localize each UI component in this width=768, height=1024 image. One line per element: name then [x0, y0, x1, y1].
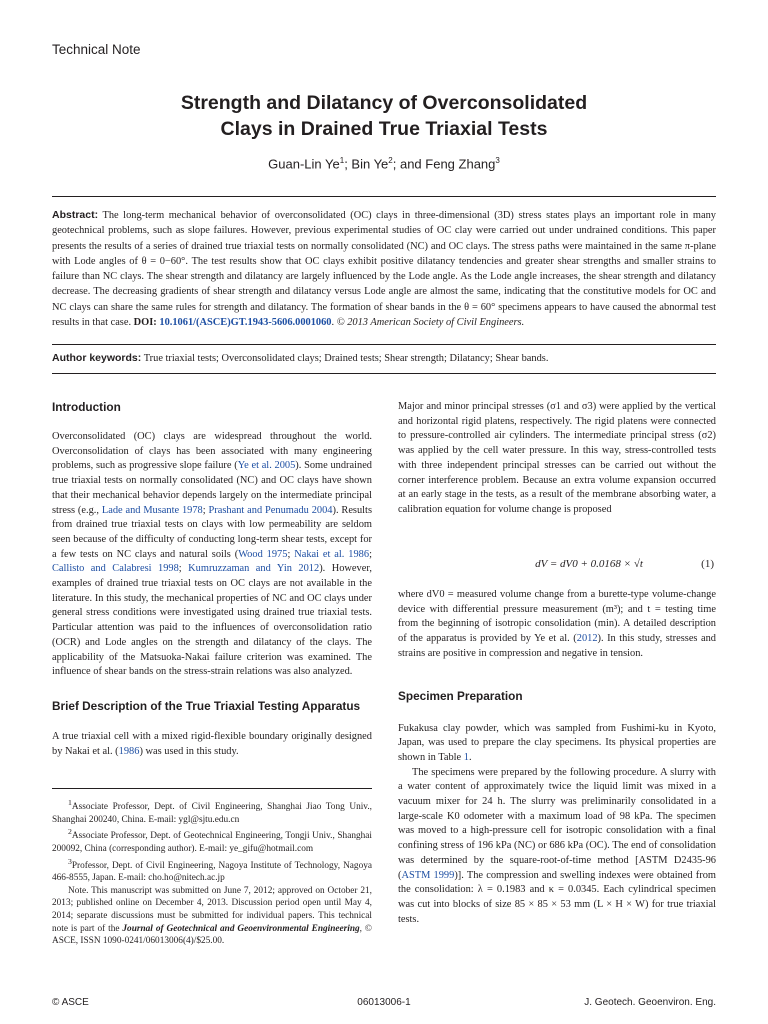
- footnote-2-text: Associate Professor, Dept. of Geotechnical Engineering, Tongji Univ., Shanghai 200092, China (corresponding author). E-mail: ye_gifu@hotmail.com: [52, 831, 372, 854]
- footnote-2: $^2$Associate Professor, Dept. of Geotechnical Engineering, Tongji Univ., Shanghai 200092, China (corresponding author). E-mail: ye_gifu@hotmail.com: [52, 827, 372, 854]
- citation-callisto-1998[interactable]: Callisto and Calabresi 1998: [52, 563, 179, 575]
- author-list: [52, 156, 716, 171]
- author-2: ; Bin Ye: [344, 156, 389, 172]
- left-column: [52, 400, 372, 759]
- manuscript-note: [52, 885, 372, 948]
- author-3: ; and Feng Zhang: [392, 156, 496, 172]
- apparatus-text-1: A true triaxial cell with a mixed rigid-flexible boundary originally designed by Nakai et al. (: [52, 730, 372, 757]
- table-1-link[interactable]: 1: [463, 751, 469, 763]
- specimen-text-1: Fukakusa clay powder, which was sampled from Fushimi-ku in Kyoto, Japan, was used to prepare the clay specimens. Its physical properties are shown in Table: [398, 722, 716, 763]
- citation-nakai-1986-year[interactable]: 1986: [118, 745, 140, 757]
- apparatus-paragraph: [52, 730, 372, 759]
- abstract-top-rule: [52, 196, 716, 197]
- intro-text-8: ). However, examples of drained true triaxial tests on OC clays are not available in the literature. In this study, the mechanical properties of NC and OC clays under general stress conditions were investigated using drained true triaxial tests. Particular attention was paid to the influences of overconsolidation ratio (OCR) and Lode angles on the strength and dilatancy of the clays. The applicability of the Matsuoka-Nakai failure criterion was examined. The influence of shear bands on the stress-strain relations was also analyzed.: [52, 563, 372, 678]
- equation-definitions: [398, 588, 716, 662]
- footer-page-id: 06013006-1: [357, 997, 411, 1008]
- note-end-text: , © ASCE, ISSN 1090-0241/06013006(4)/$25.00.: [52, 923, 372, 947]
- intro-text-7: ;: [178, 563, 189, 575]
- author-2-affil: 2: [388, 156, 393, 165]
- citation-ye-2012[interactable]: 2012: [576, 633, 598, 645]
- footnote-1: $^1$Associate Professor, Dept. of Civil Engineering, Shanghai Jiao Tong Univ., Shanghai 200240, China. E-mail: ygl@sjtu.edu.cn: [52, 798, 372, 825]
- keywords-label: Author keywords:: [52, 352, 142, 364]
- citation-lade-1978[interactable]: Lade and Musante 1978: [101, 504, 203, 516]
- journal-name: Journal of Geotechnical and Geoenvironmental Engineering: [122, 923, 360, 934]
- paper-title: [52, 90, 716, 142]
- footnote-3: $^3$Professor, Dept. of Civil Engineering, Nagoya Institute of Technology, Nagoya 466-8555, Japan. E-mail: cho.ho@nitech.ac.jp: [52, 856, 372, 884]
- abstract-label: Abstract:: [52, 209, 99, 221]
- citation-astm-1999[interactable]: ASTM 1999: [401, 869, 455, 881]
- section-heading-apparatus: Brief Description of the True Triaxial Testing Apparatus: [52, 698, 361, 713]
- footer-copyright: © ASCE: [52, 997, 89, 1008]
- intro-paragraph: [52, 430, 372, 680]
- citation-ye-2005[interactable]: Ye et al. 2005: [237, 460, 296, 472]
- keywords-bottom-rule: [52, 373, 716, 374]
- keywords-top-rule: [52, 344, 716, 345]
- apparatus-text-2: ) was used in this study.: [139, 745, 239, 757]
- citation-wood-1975[interactable]: Wood 1975: [238, 548, 288, 560]
- intro-text-4: ). Results from drained true triaxial tests on clays with low permeability are seldom seen because of the difficulty of conducting long-term shear tests, except for a few tests on NC clays and natural soils (: [52, 504, 372, 560]
- procedure-text-2: )]. The compression and swelling indexes were obtained from the consolidation: λ = 0.1983 and κ = 0.0345. Each cylindrical specimen was cut into blocks of size 85 × 85 × 53 mm (L × H × W) for true triaxial tests.: [398, 869, 717, 925]
- right-column: [398, 400, 716, 518]
- citation-prashant-2004[interactable]: Prashant and Penumadu 2004: [208, 504, 333, 516]
- keywords-text: True triaxial tests; Overconsolidated clays; Drained tests; Shear strength; Dilatancy; Shear bands.: [143, 353, 549, 364]
- intro-text-5: ;: [287, 548, 295, 560]
- footnotes: [52, 797, 372, 948]
- specimen-paragraph-2: [398, 766, 716, 928]
- apparatus-paragraph-2: Major and minor principal stresses (σ1 and σ3) were applied by the vertical and horizontal rigid platens, respectively. The rigid platens were connected to pressure-controlled air cylinders. The intermediate principal stress (σ2) was applied by the cell water pressure. In this way, stress-controlled tests with three independent principal stresses can be carried out without the corner interference problem. Because an extra volume expansion occurred at an early stage in the tests, as a result of the membrane absorbing water, a calibration equation for volume change is proposed: [398, 401, 716, 515]
- section-heading-introduction: Introduction: [52, 400, 121, 414]
- section-heading-specimen: Specimen Preparation: [398, 688, 523, 703]
- author-keywords: [52, 351, 716, 366]
- doi-label: DOI:: [133, 317, 157, 329]
- specimen-text-2: .: [468, 751, 472, 763]
- intro-text-1: Overconsolidated (OC) clays are widespread throughout the world. Overconsolidation of clays has been associated with many engineering problems, such as progressive slope failure (: [52, 431, 372, 472]
- procedure-text-1: The specimens were prepared by the following procedure. A slurry with a water content of approximately twice the liquid limit was mixed in a vacuum mixer for 24 h. The slurry was preliminarily consolidated in a large-scale K0 odometer with a maximum load of 98 kPa. The specimen was moved to a high-pressure cell for isotropic consolidation with a final confining stress of 196 kPa (NC) or 686 kPa (OC). The end of consolidation was determined by the square-root-of-time method [ASTM D2435-96 (: [398, 766, 716, 881]
- specimen-paragraph-1: [398, 722, 716, 766]
- footnote-3-text: Professor, Dept. of Civil Engineering, Nagoya Institute of Technology, Nagoya 466-8555, Japan. E-mail: cho.ho@nitech.ac.jp: [52, 860, 372, 884]
- definitions-text-2: ). In this study, stresses and strains are positive in compression and negative in tension.: [398, 633, 716, 659]
- definitions-text-1: where dV0 = measured volume change from a burette-type volume-change device with differential pressure measurement (m³); and t = testing time from the beginning of isotropic consolidation (min). A detailed description of the apparatus is provided by Ye et al. (: [398, 589, 716, 645]
- intro-text-3: ;: [202, 504, 209, 516]
- author-1-affil: 1: [339, 156, 345, 165]
- footnote-rule: [52, 788, 372, 789]
- right-column-lower: [398, 588, 716, 927]
- author-3-affil: 3: [495, 156, 500, 165]
- title-line-2: Clays in Drained True Triaxial Tests: [220, 118, 548, 140]
- equation-body: dV = dV0 + 0.0168 × √t: [535, 558, 643, 570]
- title-line-1: Strength and Dilatancy of Overconsolidated: [180, 92, 588, 114]
- note-text: Note. This manuscript was submitted on June 7, 2012; approved on October 21, 2013; published online on December 4, 2013. Discussion period open until May 4, 2014; separate discussions must be submitted for individual papers. This technical note is part of the: [52, 885, 372, 934]
- equation-number: (1): [701, 558, 714, 570]
- intro-text-6: ;: [369, 548, 372, 560]
- copyright-text: © 2013 American Society of Civil Engineers.: [336, 317, 525, 329]
- doi-link[interactable]: 10.1061/(ASCE)GT.1943-5606.0001060: [159, 317, 332, 329]
- intro-text-2: ). Some undrained true triaxial tests on normally consolidated (NC) and OC clays have shown that their mechanical behavior depends largely on the intermediate principal stress (e.g.,: [52, 460, 373, 516]
- footer-journal: J. Geotech. Geoenviron. Eng.: [584, 997, 716, 1008]
- footnote-1-text: Associate Professor, Dept. of Civil Engineering, Shanghai Jiao Tong Univ., Shanghai 200240, China. E-mail: ygl@sjtu.edu.cn: [52, 802, 372, 825]
- citation-kumruzzaman-2012[interactable]: Kumruzzaman and Yin 2012: [188, 563, 320, 575]
- author-1: Guan-Lin Ye: [268, 156, 340, 172]
- citation-nakai-1986[interactable]: Nakai et al. 1986: [294, 548, 370, 560]
- abstract: Abstract: The long-term mechanical behavior of overconsolidated (OC) clays in three-dimensional (3D) stress states plays an important role in many geotechnical problems, such as slope failures. However, previous experimental studies of OC clay were carried out under undrained conditions. This paper presents the results of a series of drained true triaxial tests on normally consolidated (NC) and OC clays. The stress paths were maintained in the same π-plane with Lode angles of θ = 0−60°. The test results show that OC clays exhibit positive dilatancy tendencies and greater shear strengths and smaller strains to failure than NC clays. The shear strength and dilatancy are largely influenced by the Lode angle. As the Lode angle increases, the shear strength and dilatancy decrease. The decreasing gradients of shear strength and dilatancy versus Lode angle are almost the same, indicating that the constitutive models for OC and NC clays can share the same rules for strength and dilatancy. The formation of shear bands in the θ = 60° specimens appears to have caused the abnormal test results in that case. DOI: 10.1061/(ASCE)GT.1943-5606.0001060. © 2013 American Society of Civil Engineers.: [52, 209, 716, 329]
- article-type-label: Technical Note: [52, 42, 141, 57]
- abstract-text: The long-term mechanical behavior of overconsolidated (OC) clays in three-dimensional (3D) stress states plays an important role in many geotechnical problems, such as slope failures. However, previous experimental studies of OC clay were carried out under undrained conditions. This paper presents the results of a series of drained true triaxial tests on normally consolidated (NC) and OC clays. The stress paths were maintained in the same π-plane with Lode angles of θ = 0−60°. The test results show that OC clays exhibit positive dilatancy tendencies and greater shear strengths and smaller strains to failure than NC clays. The shear strength and dilatancy are largely influenced by the Lode angle. As the Lode angle increases, the shear strength and dilatancy decrease. The decreasing gradients of shear strength and dilatancy versus Lode angle are almost the same, indicating that the constitutive models for OC and NC clays can share the same rules for strength and dilatancy. The formation of shear bands in the θ = 60° specimens appears to have caused the abnormal test results in that case.: [52, 210, 716, 329]
